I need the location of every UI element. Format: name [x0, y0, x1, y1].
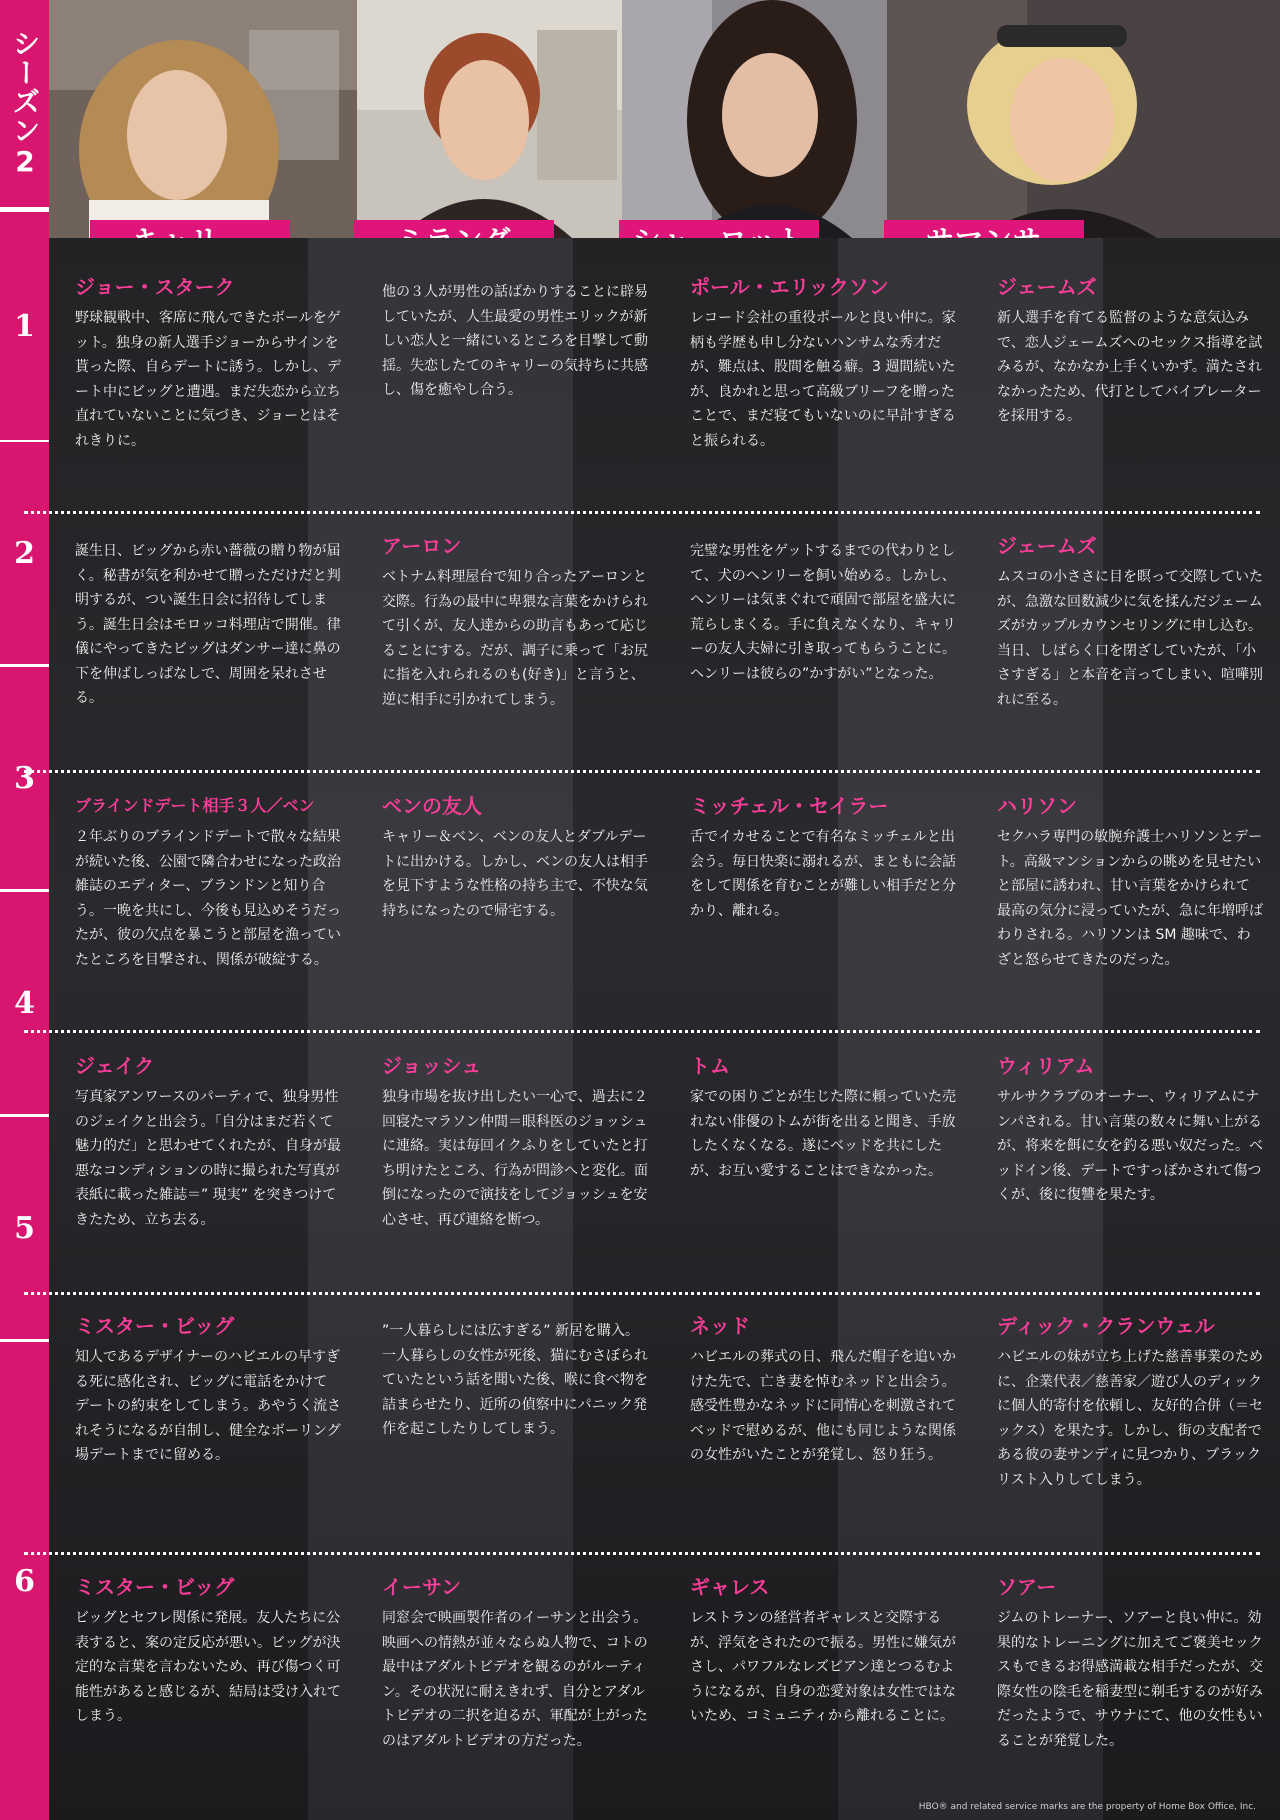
episode-cell — [690, 793, 956, 923]
episode-summary: 写真家アンワースのパーティで、独身男性のジェイクと出会う。「自分はまだ若くて魅力的だ」と思わせてくれたが、自身が最悪なコンディションの時に撮られた写真が表紙に載った雑誌＝” 現実” を突きつけてきたため、立ち去る。 — [75, 1089, 341, 1228]
episode-cell — [997, 1574, 1263, 1753]
episode-summary: ”一人暮らしには広すぎる” 新居を購入。一人暮らしの女性が死後、猫にむさぼられていたという話を聞いた後、喉に食べ物を詰まらせたり、近所の偵察中にパニック発作を起こしたりしてしまう。 — [382, 1323, 648, 1437]
episode-summary: 野球観戦中、客席に飛んできたボールをゲット。独身の新人選手ジョーからサインを貰った際、自らデートに誘う。しかし、デート中にビッグと遭遇。まだ失恋から立ち直れていないことに気づき、ジョーとはそれきりに。 — [75, 310, 341, 449]
episode-summary: レコード会社の重役ポールと良い仲に。家柄も学歴も申し分ないハンサムな秀才だが、難点は、股間を触る癖。3 週間続いたが、良かれと思って高級ブリーフを贈ったことで、まだ寝てもいないのに早計すぎると振られる。 — [690, 310, 956, 449]
date-title: ジェイク — [75, 1054, 155, 1078]
episode-cell — [997, 793, 1263, 972]
date-title: ベンの友人 — [382, 794, 482, 818]
row-divider — [24, 770, 1260, 773]
portrait-header — [49, 0, 1280, 238]
episode-summary: 新人選手を育てる監督のような意気込みで、恋人ジェームズへのセックス指導を試みるが、なかなか上手くいかず。満たされなかったため、代打としてバイブレーターを採用する。 — [997, 310, 1263, 424]
episode-number-cell — [0, 892, 49, 1114]
date-title: ミスター・ビッグ — [75, 1575, 235, 1599]
date-title: ディック・クランウェル — [997, 1314, 1215, 1338]
episode-summary: 同窓会で映画製作者のイーサンと出会う。映画への情熱が並々ならぬ人物で、コトの最中はアダルトビデオを観るのがルーティン。その状況に耐えきれず、自分とアダルトビデオの二択を迫るが、軍配が上がったのはアダルトビデオの方だった。 — [382, 1610, 648, 1749]
episode-number-cell — [0, 1117, 49, 1339]
portrait-miranda — [357, 0, 622, 238]
copyright-credit: HBO® and related service marks are the property of Home Box Office, Inc. — [918, 1802, 1256, 1812]
episode-summary: 他の３人が男性の話ばかりすることに辟易していたが、人生最愛の男性エリックが新しい恋人と一緒にいるところを目撃して動揺。失恋したてのキャリーの気持ちに共感し、傷を癒やし合う。 — [382, 284, 648, 398]
episode-summary: キャリー＆ベン、ベンの友人とダブルデートに出かける。しかし、ベンの友人は相手を見下すような性格の持ち主で、不快な気持ちになったので帰宅する。 — [382, 829, 648, 919]
episode-cell — [75, 533, 341, 711]
episode-cell — [382, 793, 648, 923]
date-title: ミスター・ビッグ — [75, 1314, 235, 1338]
episode-summary: 完璧な男性をゲットするまでの代わりとして、犬のヘンリーを飼い始める。しかし、ヘンリーは気まぐれで頑固で部屋を盛大に荒らしまくる。手に負えなくなり、キャリーの友人夫婦に引き取ってもらうことに。ヘンリーは彼らの”かすがい”となった。 — [690, 543, 956, 682]
episode-cell — [690, 274, 956, 453]
episode-number-cell — [0, 667, 49, 889]
episode-number-cell — [0, 1342, 49, 1820]
episode-cell — [997, 1053, 1263, 1208]
episode-number: 1 — [14, 308, 35, 344]
episode-number-cell — [0, 212, 49, 440]
episode-cell — [75, 274, 341, 453]
episode-cell — [690, 1053, 956, 1183]
season-rail — [0, 0, 49, 1820]
episode-number: 4 — [14, 985, 35, 1021]
episode-summary: 知人であるデザイナーのハビエルの早すぎる死に感化され、ビッグに電話をかけてデートの約束をしてしまう。あやうく流されそうになるが自制し、健全なボーリング場デートまでに留める。 — [75, 1349, 341, 1463]
episode-cell — [75, 1574, 341, 1729]
portrait-carrie — [49, 0, 357, 238]
episode-summary: 舌でイカせることで有名なミッチェルと出会う。毎日快楽に溺れるが、まともに会話をして関係を育むことが難しい相手だと分かり、離れる。 — [690, 829, 956, 919]
episode-number: 6 — [14, 1563, 35, 1599]
date-title: ソアー — [997, 1575, 1057, 1599]
portrait-charlotte-image — [622, 0, 887, 238]
episode-summary: ジムのトレーナー、ソアーと良い仲に。効果的なトレーニングに加えてご褒美セックスもできるお得感満載な相手だったが、交際女性の陰毛を稲妻型に剃毛するのが好みだったようで、サウナにて、他の女性もいることが発覚した。 — [997, 1610, 1263, 1749]
episode-summary: 誕生日、ビッグから赤い薔薇の贈り物が届く。秘書が気を利かせて贈っただけだと判明するが、つい誕生日会に招待してしまう。誕生日会はモロッコ料理店で開催。律儀にやってきたビッグはダンサー達に鼻の下を伸ばしっぱなしで、周囲を呆れさせる。 — [75, 543, 341, 706]
date-title: イーサン — [382, 1575, 461, 1599]
date-title: ジョー・スターク — [75, 275, 235, 299]
episode-number: 3 — [14, 760, 35, 796]
date-title: ハリソン — [997, 794, 1077, 818]
date-title: ジェームズ — [997, 534, 1097, 558]
portrait-carrie-image — [49, 0, 357, 238]
date-title: ネッド — [690, 1314, 750, 1338]
episode-cell — [690, 533, 956, 686]
episode-summary: サルサクラブのオーナー、ウィリアムにナンパされる。甘い言葉の数々に舞い上がるが、将来を餌に女を釣る悪い奴だった。ベッドイン後、デートですっぽかされて傷つくが、後に復讐を果たす。 — [997, 1089, 1263, 1203]
season-label: シーズン2 — [8, 28, 42, 179]
episode-cell — [75, 793, 341, 972]
episode-summary: ハビエルの葬式の日、飛んだ帽子を追いかけた先で、亡き妻を悼むネッドと出会う。感受性豊かなネッドに同情心を刺激されてベッドで慰めるが、他にも同じような関係の女性がいたことが発覚し、怒り狂う。 — [690, 1349, 956, 1463]
episode-cell — [382, 1053, 648, 1232]
date-title: トム — [690, 1054, 730, 1078]
date-title: ミッチェル・セイラー — [690, 794, 889, 818]
episode-summary: ２年ぶりのブラインドデートで散々な結果が続いた後、公園で隣合わせになった政治雑誌のエディター、ブランドンと知り合う。一晩を共にし、今後も見込めそうだったが、彼の欠点を暴こうと部屋を漁っていたところを目撃され、関係が破綻する。 — [75, 829, 341, 968]
date-title: ポール・エリックソン — [690, 275, 889, 299]
episode-cell — [690, 1574, 956, 1729]
episode-summary: 家での困りごとが生じた際に頼っていた売れない俳優のトムが街を出ると聞き、手放したくなくなる。遂にベッドを共にしたが、お互い愛することはできなかった。 — [690, 1089, 956, 1179]
episode-cell — [997, 274, 1263, 429]
episode-summary: ハビエルの妹が立ち上げた慈善事業のために、企業代表／慈善家／遊び人のディックに個人的寄付を依頼し、友好的合併（＝セックス）を果たす。しかし、街の支配者である彼の妻サンディに見つかり、ブラックリスト入りしてしまう。 — [997, 1349, 1263, 1488]
episode-cell — [382, 1574, 648, 1753]
date-title: ギャレス — [690, 1575, 770, 1599]
portrait-charlotte — [622, 0, 887, 238]
date-title: ウィリアム — [997, 1054, 1095, 1078]
portrait-miranda-image — [357, 0, 622, 238]
episode-summary: ベトナム料理屋台で知り合ったアーロンと交際。行為の最中に卑猥な言葉をかけられて引くが、友人達からの助言もあって応じることにする。だが、調子に乗って「お尻に指を入れられるのも(好き)」と言うと、逆に相手に引かれてしまう。 — [382, 569, 648, 708]
episode-summary: セクハラ専門の敏腕弁護士ハリソンとデート。高級マンションからの眺めを見せたいと部屋に誘われ、甘い言葉をかけられて最高の気分に浸っていたが、急に年増呼ばわりされる。ハリソンは SM 趣味で、わざと怒らせてきたのだった。 — [997, 829, 1263, 968]
episode-summary: ビッグとセフレ関係に発展。友人たちに公表すると、案の定反応が悪い。ビッグが決定的な言葉を言わないため、再び傷つく可能性があると感じるが、結局は受け入れてしまう。 — [75, 1610, 341, 1724]
episode-cell — [382, 1313, 648, 1442]
episode-number-cell — [0, 442, 49, 664]
episode-cell — [382, 533, 648, 712]
date-title: ジェームズ — [997, 275, 1097, 299]
portrait-samantha-image — [887, 0, 1280, 238]
episode-cell — [382, 274, 648, 403]
episode-number: 2 — [14, 535, 35, 571]
episode-cell — [75, 1313, 341, 1468]
episode-summary: ムスコの小ささに目を瞑って交際していたが、急激な回数減少に気を揉んだジェームズがカップルカウンセリングに申し込む。当日、しばらく口を閉ざしていたが、「小さすぎる」と本音を言ってしまい、喧嘩別れに至る。 — [997, 569, 1263, 708]
row-divider — [24, 511, 1260, 514]
episode-cell — [997, 533, 1263, 712]
portrait-samantha — [887, 0, 1280, 238]
row-divider — [24, 1030, 1260, 1033]
episode-summary: 独身市場を抜け出したい一心で、過去に２回寝たマラソン仲間＝眼科医のジョッシュに連絡。実は毎回イクふりをしていたと打ち明けたところ、行為が問診へと変化。面倒になったので演技をしてジョッシュを安心させ、再び連絡を断つ。 — [382, 1089, 648, 1228]
season-label-cell — [0, 0, 49, 207]
episode-cell — [997, 1313, 1263, 1492]
episode-cell — [75, 1053, 341, 1232]
date-title: ジョッシュ — [382, 1054, 482, 1078]
row-divider — [24, 1552, 1260, 1555]
row-divider — [24, 1292, 1260, 1295]
episode-summary: レストランの経営者ギャレスと交際するが、浮気をされたので振る。男性に嫌気がさし、パワフルなレズビアン達とつるむようになるが、自身の恋愛対象は女性ではないため、コミュニティから離れることに。 — [690, 1610, 956, 1724]
date-title: ブラインドデート相手３人／ベン — [75, 796, 315, 815]
episode-cell — [690, 1313, 956, 1468]
date-title: アーロン — [382, 534, 462, 558]
episode-number: 5 — [14, 1210, 35, 1246]
